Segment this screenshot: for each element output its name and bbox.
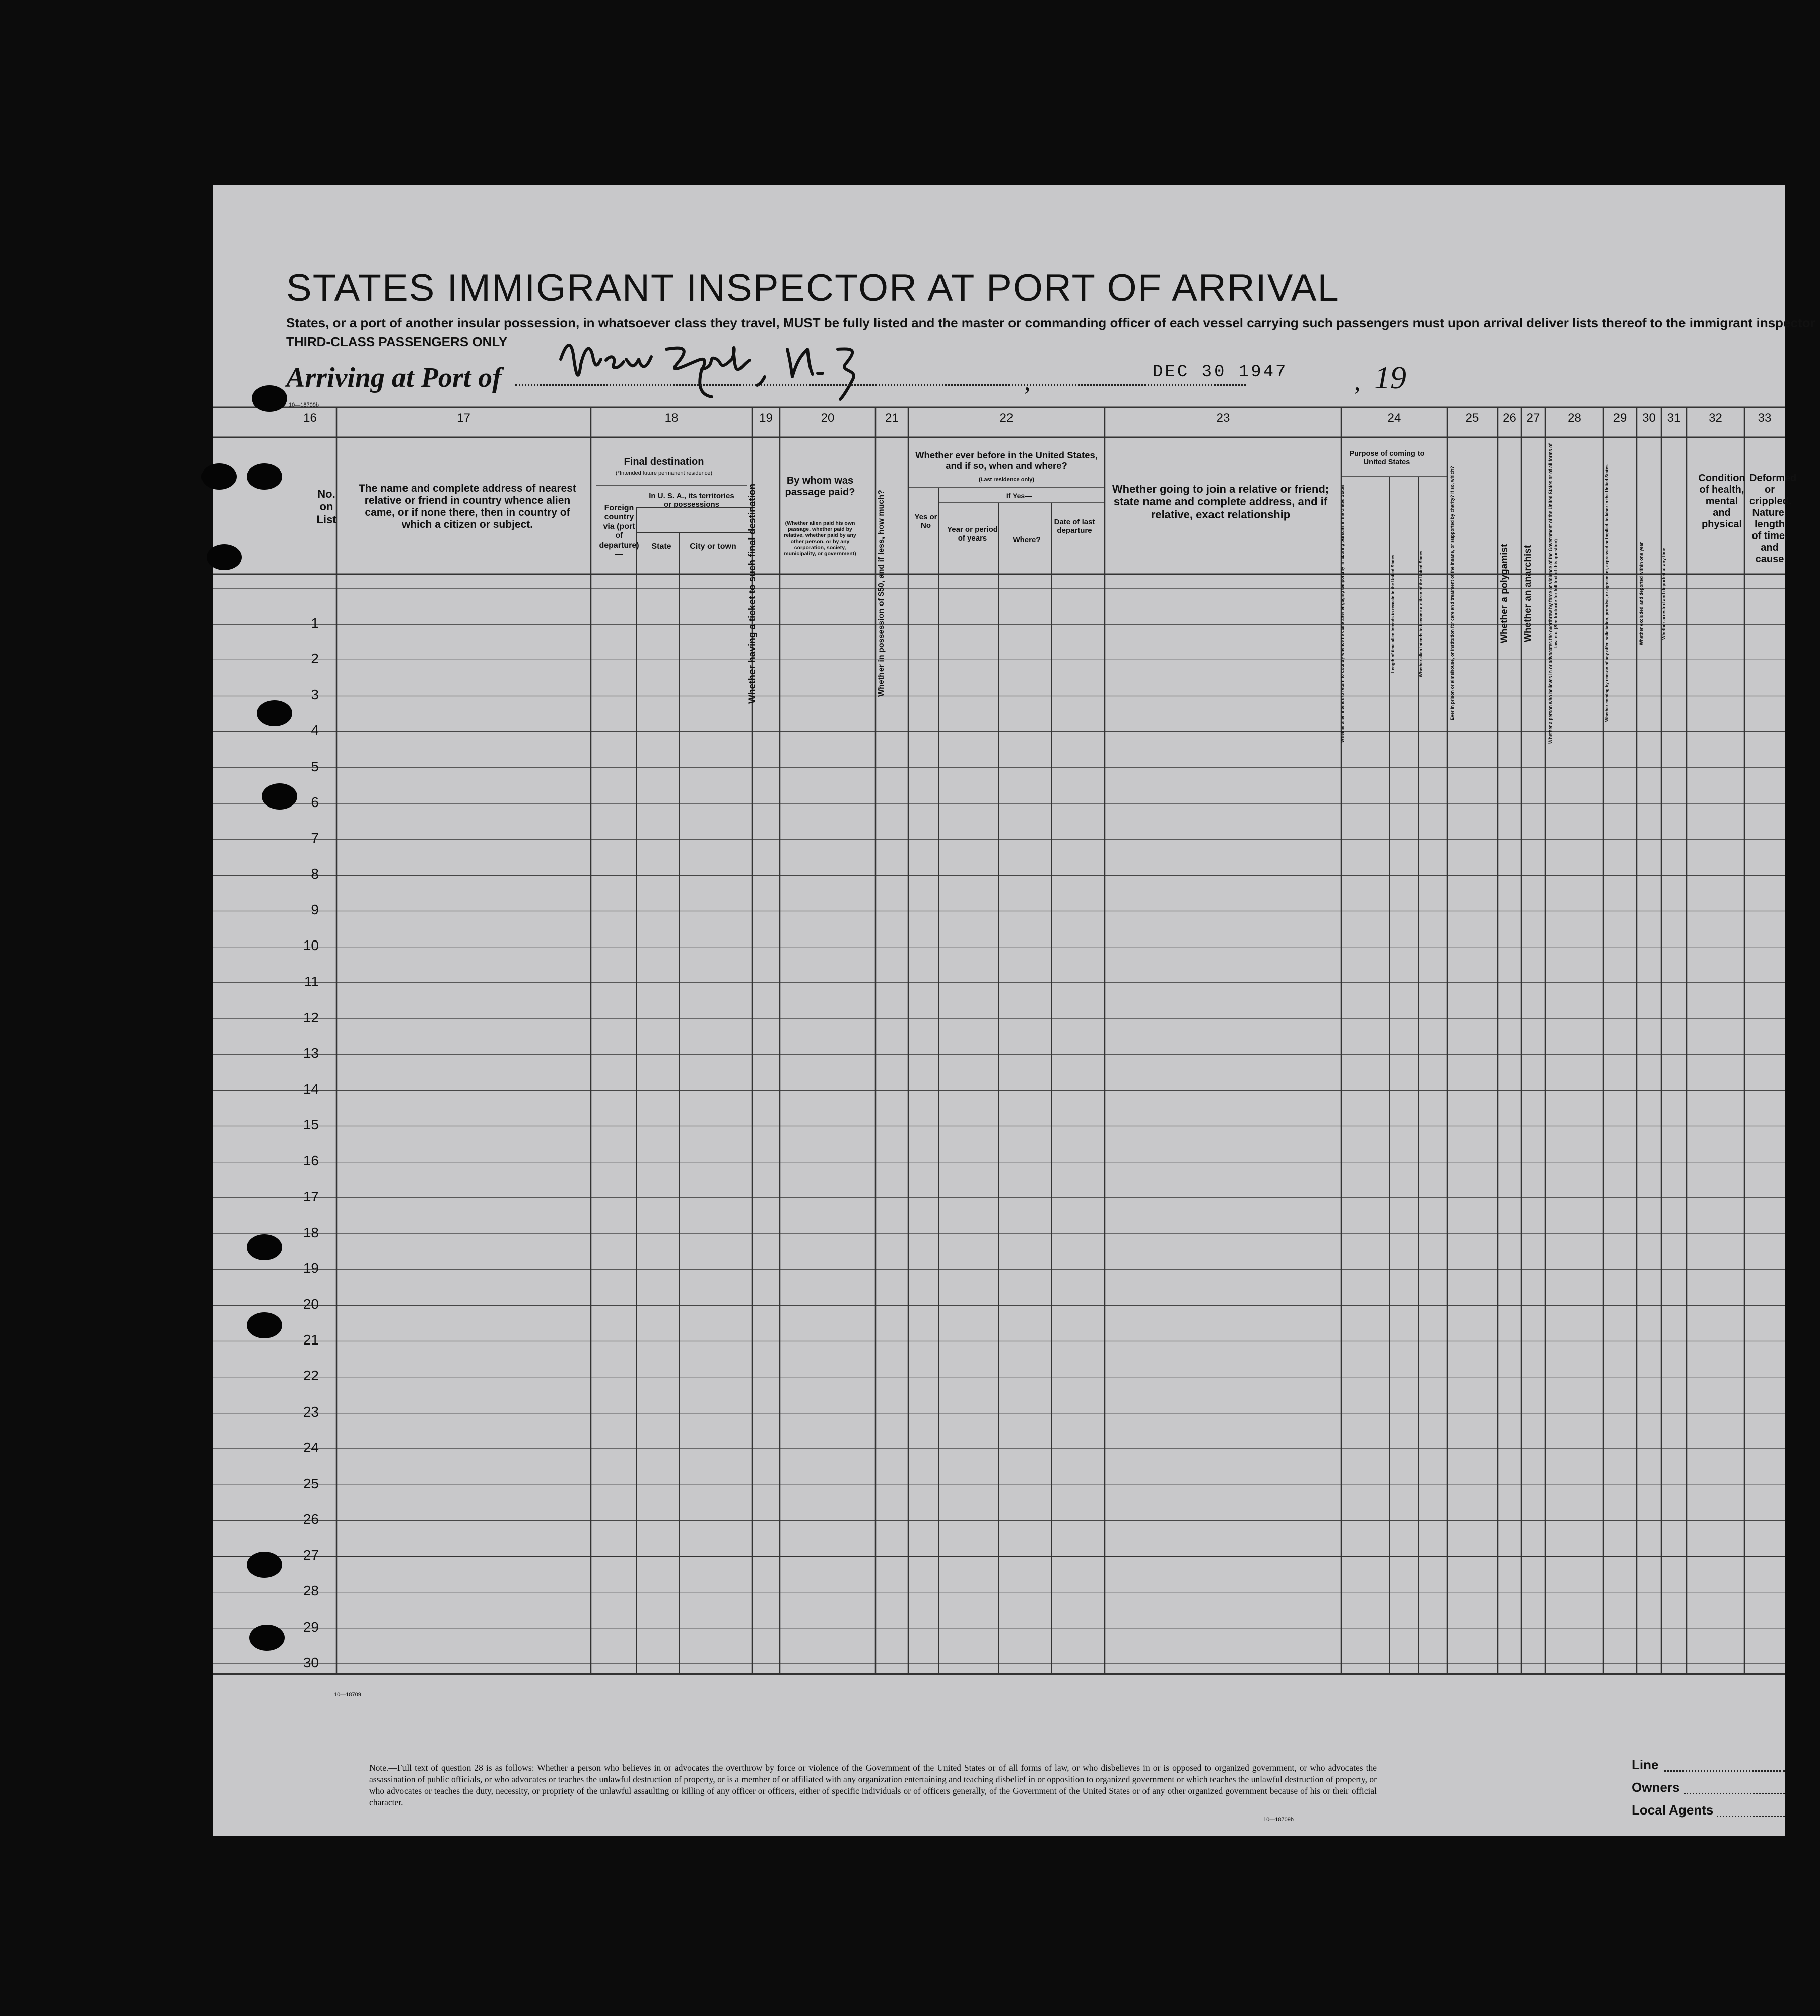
header-nearest-relative (349, 483, 586, 531)
column-number: 28 (1568, 411, 1581, 425)
header-excluded (1639, 440, 1664, 747)
header-text: Whether in possession of $50, and if less, how much? (877, 490, 886, 697)
column-number: 21 (885, 411, 899, 425)
column-number: 30 (1642, 411, 1656, 425)
table-grid (213, 185, 1785, 1836)
header-passage-paid (782, 475, 858, 498)
row-number: 18 (303, 1224, 319, 1240)
column-number: 26 (1503, 411, 1516, 425)
header-text: (Whether alien paid his own passage, whether paid by relative, whether paid by any other person, or by any corporation, society, municipality, or government) (784, 520, 856, 557)
column-number: 29 (1613, 411, 1627, 425)
header-before-in-us (911, 450, 1102, 472)
row-number: 2 (311, 651, 319, 667)
row-number: 8 (311, 866, 319, 882)
header-text: Yes or No (914, 513, 937, 530)
row-number: 29 (303, 1619, 319, 1635)
comma-mark: , (1024, 367, 1031, 395)
binder-hole (201, 463, 237, 490)
header-text: Deformed or crippled. Nature, length of time, and cause (1749, 473, 1797, 565)
header-years (943, 525, 1001, 543)
row-number: 15 (303, 1117, 319, 1133)
row-number: 24 (303, 1439, 319, 1455)
column-number: 17 (457, 411, 470, 425)
row-number: 26 (303, 1511, 319, 1527)
header-text: (*Intended future permanent residence) (615, 470, 712, 476)
header-text: Whether alien intends to become a citizen of the United States (1418, 550, 1423, 677)
row-number: 20 (303, 1296, 319, 1312)
column-number: 31 (1667, 411, 1681, 425)
header-polygamist (1499, 440, 1519, 747)
row-number: 19 (303, 1260, 319, 1276)
header-usa (646, 492, 737, 509)
binder-hole (257, 700, 292, 726)
header-text: Purpose of coming to United States (1349, 450, 1425, 466)
header-fifty-dollars (877, 437, 902, 750)
row-number: 30 (303, 1654, 319, 1670)
header-text: In U. S. A., its territories or possessions (649, 492, 734, 509)
header-if-yes (969, 492, 1069, 500)
manifest-page (213, 185, 1815, 1836)
header-join-relative (1110, 483, 1331, 521)
form-number-top: 10—18709b (289, 402, 319, 408)
header-purpose-c (1418, 480, 1448, 747)
column-number: 20 (821, 411, 835, 425)
binder-hole (249, 1625, 285, 1651)
row-number: 6 (311, 794, 319, 810)
column-number: 27 (1526, 411, 1540, 425)
header-text: City or town (690, 542, 736, 551)
header-prison (1450, 440, 1490, 747)
header-text: Whether coming by reason of any offer, solicitation, promise, or agreement, expressed or implied, to labor in the United States (1604, 464, 1609, 722)
header-text: Whether ever before in the United States, and if so, when and where? (915, 450, 1098, 472)
header-text: Whether an anarchist (1523, 545, 1533, 642)
line-blank (1664, 1770, 1785, 1772)
row-number: 17 (303, 1188, 319, 1204)
header-text: Whether arrested and deported at any time (1661, 547, 1666, 640)
header-anarchist (1523, 440, 1543, 747)
header-text: Whether having a ticket to such final destination (747, 483, 758, 704)
header-before-in-us-sub (911, 477, 1102, 483)
header-text: Whether alien intends to return to country whence he came after engaging temporarily in laboring pursuits in the United States (1340, 484, 1345, 743)
owners-label: Owners (1632, 1780, 1680, 1795)
header-text: (Last residence only) (978, 477, 1035, 483)
header-yes-no (911, 513, 941, 530)
row-number: 27 (303, 1547, 319, 1563)
header-date-departure (1052, 518, 1097, 535)
binder-hole (247, 1234, 282, 1260)
line-label: Line (1632, 1757, 1659, 1772)
year-prefix: 19 (1374, 360, 1406, 395)
column-number: 23 (1216, 411, 1230, 425)
header-final-destination (596, 456, 732, 468)
column-number: 24 (1387, 411, 1401, 425)
column-number: 33 (1758, 411, 1772, 425)
header-text: If Yes— (1006, 492, 1032, 500)
header-text: Ever in prison or almshouse, or institution for care and treatment of the insane, or supported by charity? If so, which? (1450, 466, 1455, 721)
row-number: 25 (303, 1475, 319, 1491)
header-purpose (1341, 450, 1432, 466)
row-number: 5 (311, 758, 319, 774)
header-purpose-a (1340, 480, 1385, 747)
binder-hole (247, 1552, 282, 1578)
column-number: 32 (1709, 411, 1722, 425)
header-text: State (651, 542, 671, 551)
header-text: Whether excluded and deported within one year (1639, 542, 1644, 645)
row-number: 11 (304, 973, 319, 989)
header-city (682, 542, 745, 551)
binder-hole (262, 783, 297, 810)
header-question-28 (1548, 440, 1598, 747)
header-text: Condition of health, mental and physical (1698, 473, 1745, 530)
date-stamp: DEC 30 1947 (1153, 363, 1288, 382)
row-number: 9 (311, 902, 319, 918)
row-number: 22 (303, 1368, 319, 1384)
header-health (1697, 473, 1747, 530)
arriving-label: Arriving at Port of (286, 362, 502, 393)
binder-hole (247, 1312, 282, 1338)
row-number: 1 (311, 615, 319, 631)
header-arrested (1661, 440, 1687, 747)
header-text: The name and complete address of nearest relative or friend in country whence alien came, or if none there, then in country of which a citizen or subject. (359, 483, 576, 531)
row-number: 28 (303, 1583, 319, 1599)
binder-hole (247, 463, 282, 490)
column-number: 22 (999, 411, 1014, 425)
row-number: 10 (303, 937, 319, 954)
agents-blank (1717, 1816, 1785, 1817)
row-number: 13 (303, 1045, 319, 1061)
row-number: 7 (311, 830, 319, 846)
header-passage-paid-sub (781, 520, 859, 557)
row-number: 16 (303, 1153, 319, 1169)
header-where (1001, 535, 1052, 544)
row-number: 14 (303, 1081, 319, 1097)
owners-blank (1684, 1793, 1785, 1794)
row-number: 23 (303, 1403, 319, 1420)
header-text: By whom was passage paid? (785, 475, 855, 498)
column-number: 16 (303, 411, 317, 425)
form-number-note: 10—18709b (1263, 1817, 1294, 1823)
instructions-text: States, or a port of another insular possession, in whatsoever class they travel, MUST be fully listed and the master or commanding officer of each vessel carrying such passengers must upon arrival deliver lists thereof to the immigrant inspector (286, 315, 1815, 330)
comma-mark: , (1354, 367, 1361, 395)
passenger-class-text: THIRD-CLASS PASSENGERS ONLY (286, 334, 508, 349)
form-number-bottom: 10—18709 (334, 1692, 361, 1698)
row-number: 12 (303, 1009, 319, 1025)
header-text: Date of last departure (1054, 518, 1095, 535)
footnote-question-28: Note.—Full text of question 28 is as follows: Whether a person who believes in or advocates the overthrow by force or violence of the Government of the United States or of all forms of law, or who disbelieves in or is opposed to organized government, or who advocates the assassination of public officials, or who advocates or teaches the unlawful destruction of property, or is a member of or affiliated with any organization entertaining and teaching disbelief in or opposition to organized government or which teaches the unlawful destruction of property, or who advocates or teaches the duty, necessity, or propriety of the unlawful assaulting or killing of any officer or officers, either of specific individuals or of officers generally, of the Government of the United States or of any other organized government because of his or their official character. (369, 1763, 1377, 1808)
column-number: 18 (664, 411, 679, 425)
header-text: Whether going to join a relative or friend; state name and complete address, and if relative, exact relationship (1112, 483, 1329, 521)
binder-hole (252, 385, 287, 412)
header-foreign-country (599, 504, 639, 559)
header-text: Year or period of years (947, 525, 998, 543)
header-final-destination-sub (596, 470, 732, 477)
column-number: 25 (1465, 411, 1479, 425)
header-text: Final destination (624, 456, 704, 467)
row-number: 4 (311, 722, 319, 738)
header-state (641, 542, 682, 551)
header-text: Foreign country via (port of departure)— (599, 504, 639, 559)
header-offer-labor (1604, 440, 1640, 747)
header-text: Whether a polygamist (1499, 544, 1510, 643)
header-text: Length of time alien intends to remain in the United States (1390, 554, 1395, 673)
column-number: 19 (759, 411, 773, 425)
form-title: STATES IMMIGRANT INSPECTOR AT PORT OF ARRIVAL (286, 266, 1340, 309)
header-ticket (747, 437, 772, 750)
header-text: Whether a person who believes in or advocates the overthrow by force or violence of the Government of the United States or of all forms of law, etc. (See footnote for full text of this question) (1548, 443, 1558, 744)
row-number: 3 (311, 687, 319, 703)
row-number: 21 (303, 1332, 319, 1348)
binder-hole (207, 544, 242, 570)
header-purpose-b (1390, 480, 1421, 747)
header-text: Where? (1013, 535, 1041, 544)
agents-label: Local Agents (1632, 1802, 1714, 1818)
header-deformed (1749, 473, 1797, 565)
header-text: No. on List (316, 488, 336, 526)
header-no-on-list (314, 488, 339, 526)
